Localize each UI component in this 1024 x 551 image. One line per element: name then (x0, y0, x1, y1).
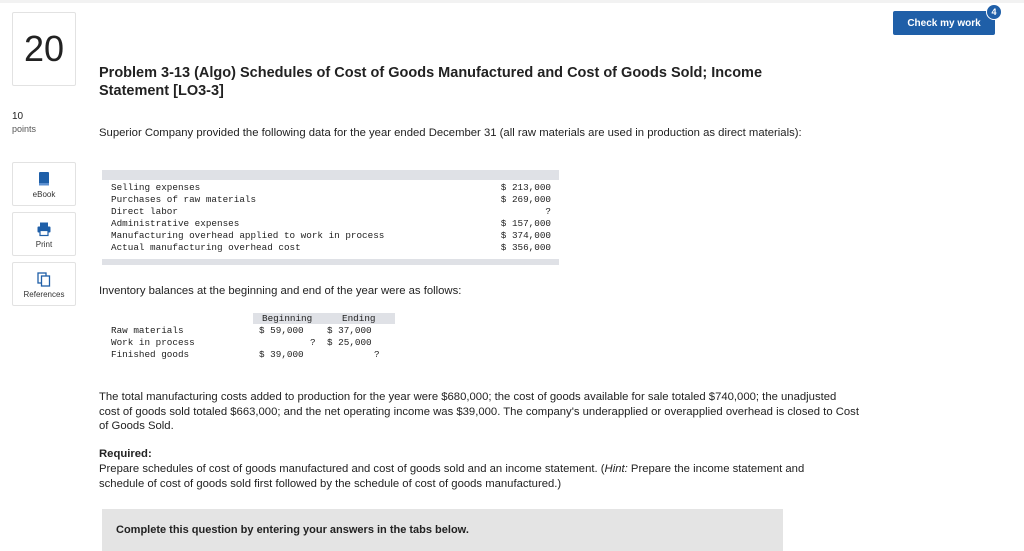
required-text (99, 462, 839, 491)
table-bottom-bar (102, 259, 559, 265)
inventory-beginning: $ 39,000 (259, 349, 304, 360)
table-top-bar (102, 170, 559, 180)
top-divider (0, 0, 1024, 3)
print-label: Print (35, 240, 53, 249)
header-beginning: Beginning (262, 313, 313, 324)
points-label: points (12, 124, 37, 134)
row-value: $ 213,000 (500, 182, 551, 193)
row-label: Purchases of raw materials (111, 194, 257, 205)
question-number: 20 (12, 12, 76, 86)
inventory-table (102, 313, 402, 365)
problem-intro: Superior Company provided the following data for the year ended December 31 (all raw materials are used in production as direct materials): (99, 127, 802, 139)
ebook-label: eBook (32, 190, 56, 199)
table-row (111, 182, 551, 194)
table-row (111, 230, 551, 242)
hint-label: Hint: (604, 463, 628, 475)
complete-question-panel (102, 509, 783, 551)
check-count-badge: 4 (986, 4, 1002, 20)
table-row (111, 242, 551, 254)
table-row (111, 194, 551, 206)
required-text-part: Prepare the income statement and schedule of cost of goods sold first followed by the schedule of cost of goods manufactured.) (99, 463, 805, 490)
references-button[interactable] (12, 262, 76, 306)
complete-question-note: Complete this question by entering your answers in the tabs below. (116, 524, 469, 536)
header-ending: Ending (342, 313, 376, 324)
points-value: 10 (12, 111, 24, 122)
problem-title: Problem 3-13 (Algo) Schedules of Cost of Goods Manufactured and Cost of Goods Sold; Income Statement [LO3-3] (99, 65, 763, 99)
row-label: Direct labor (111, 206, 178, 217)
row-label: Manufacturing overhead applied to work in process (111, 230, 385, 241)
inventory-intro: Inventory balances at the beginning and end of the year were as follows: (99, 285, 462, 297)
inventory-row-label: Raw materials (111, 325, 184, 336)
row-label: Actual manufacturing overhead cost (111, 242, 301, 253)
row-label: Selling expenses (111, 182, 201, 193)
row-value: $ 269,000 (500, 194, 551, 205)
ebook-button[interactable] (12, 162, 76, 206)
inventory-row-label: Work in process (111, 337, 195, 348)
row-label: Administrative expenses (111, 218, 240, 229)
print-button[interactable] (12, 212, 76, 256)
table-row (111, 206, 551, 218)
required-text-part: Prepare schedules of cost of goods manufactured and cost of goods sold and an income statement. ( (99, 463, 605, 475)
data-table (102, 170, 559, 265)
totals-paragraph: The total manufacturing costs added to production for the year were $680,000; the cost of goods available for sale totaled $740,000; the unadjusted cost of goods sold totaled $663,000; and the net operating income was $39,000. The company's underapplied or overapplied overhead is closed to Cost of Goods Sold. (99, 391, 859, 432)
row-value: $ 374,000 (500, 230, 551, 241)
references-label: References (23, 290, 65, 299)
print-icon (36, 221, 52, 237)
row-value: $ 157,000 (500, 218, 551, 229)
row-value: $ 356,000 (500, 242, 551, 253)
inventory-ending: $ 37,000 (327, 325, 372, 336)
ebook-icon (36, 171, 52, 187)
row-value: ? (545, 206, 551, 217)
inventory-ending: $ 25,000 (327, 337, 372, 348)
references-icon (36, 271, 52, 287)
inventory-beginning: ? (310, 337, 316, 348)
inventory-row-label: Finished goods (111, 349, 190, 360)
check-my-work-button[interactable]: Check my work (893, 11, 995, 35)
inventory-beginning: $ 59,000 (259, 325, 304, 336)
inventory-ending: ? (374, 349, 380, 360)
required-heading: Required: (99, 448, 152, 460)
table-row (111, 218, 551, 230)
